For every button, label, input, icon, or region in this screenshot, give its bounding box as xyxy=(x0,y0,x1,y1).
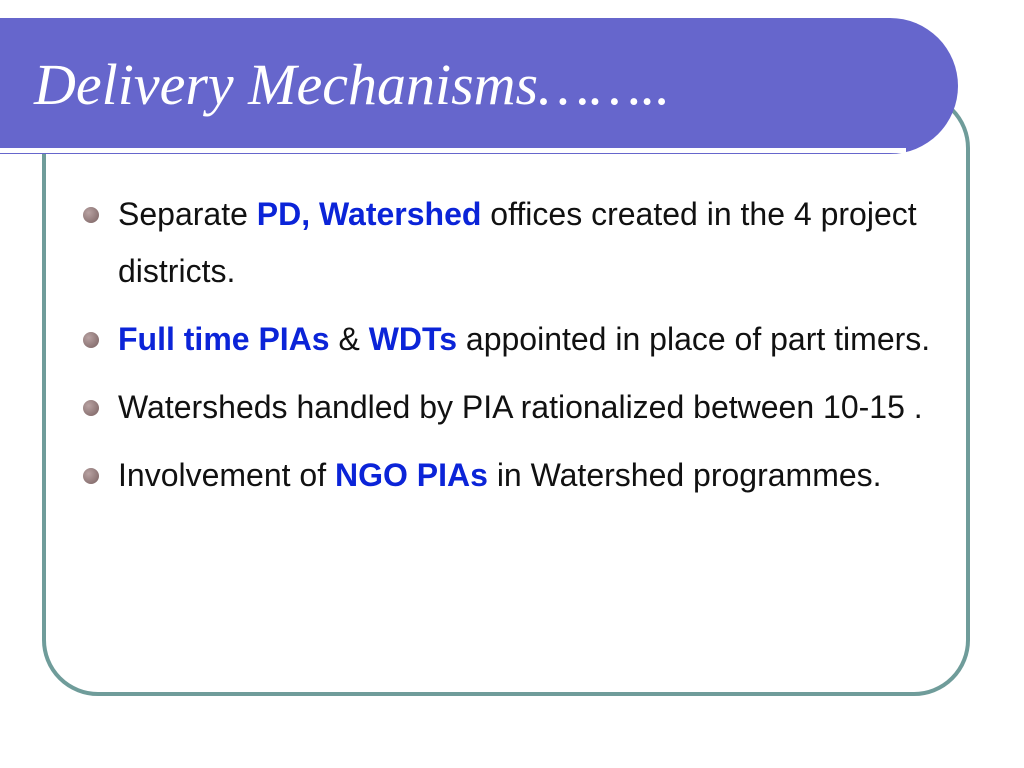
bullet-item xyxy=(80,186,942,300)
bullet-item xyxy=(80,447,942,504)
bullet-dot-icon xyxy=(83,332,99,348)
bullet-text-segment: Separate xyxy=(118,196,257,232)
bullet-text-segment: offices created in the 4 project districts. xyxy=(118,196,917,289)
bullet-text-segment: appointed in place of part timers. xyxy=(457,321,931,357)
bullet-text-segment: Involvement of xyxy=(118,457,335,493)
bullet-dot-icon xyxy=(83,400,99,416)
title-banner xyxy=(0,18,958,154)
bullet-highlight-segment: PD, Watershed xyxy=(256,196,482,232)
bullet-dot-icon xyxy=(83,207,99,223)
bullet-highlight-segment: NGO PIAs xyxy=(335,457,488,493)
bullet-text-segment: in Watershed programmes. xyxy=(487,457,882,493)
bullet-text-segment: Watersheds handled by PIA rationalized between 10-15 . xyxy=(118,389,923,425)
bullet-text-segment: & xyxy=(329,321,369,357)
slide-title: Delivery Mechanisms…….. xyxy=(34,52,671,117)
bullet-list xyxy=(80,186,942,515)
bullet-dot-icon xyxy=(83,468,99,484)
bullet-highlight-segment: Full time PIAs xyxy=(118,321,330,357)
title-underline xyxy=(0,148,906,153)
bullet-item xyxy=(80,379,942,436)
bullet-highlight-segment: WDTs xyxy=(368,321,457,357)
bullet-item xyxy=(80,311,942,368)
